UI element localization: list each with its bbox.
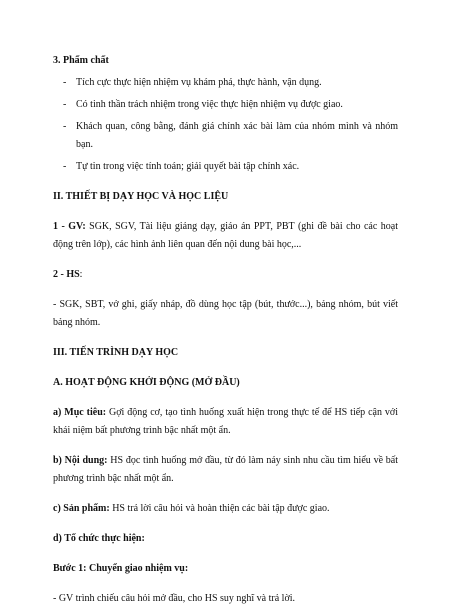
qualities-list	[53, 74, 398, 176]
bullet-dash: -	[63, 121, 67, 132]
goal-label: a) Mục tiêu:	[53, 407, 107, 418]
gv-paragraph	[53, 218, 398, 254]
gv-label: 1 - GV:	[53, 221, 86, 232]
bullet-dash: -	[63, 161, 67, 172]
hs-paragraph: - SGK, SBT, vở ghi, giấy nháp, đồ dùng học tập (bút, thước...), bảng nhóm, bút viết bảng nhóm.	[53, 299, 398, 328]
product-paragraph: c) Sản phẩm: HS trả lời câu hỏi và hoàn thiện các bài tập được giao.	[53, 503, 330, 514]
hs-heading: 2 - HS:	[53, 269, 83, 280]
content-label: b) Nội dung:	[53, 455, 108, 466]
content-paragraph: b) Nội dung: HS đọc tình huống mở đầu, từ đó làm nảy sinh nhu cầu tìm hiểu về bất phương trình bậc nhất một ẩn.	[53, 455, 399, 484]
organize-title: d) Tổ chức thực hiện:	[53, 533, 145, 544]
step1-title: Bước 1: Chuyển giao nhiệm vụ:	[53, 563, 189, 574]
product-label: c) Sản phẩm:	[53, 503, 110, 514]
goal-paragraph: a) Mục tiêu: Gợi động cơ, tạo tình huống xuất hiện trong thực tế để HS tiếp cận với khái niệm bất phương trình bậc nhất một ẩn.	[53, 407, 398, 436]
list-item: - Tích cực thực hiện nhiệm vụ khám phá, thực hành, vận dụng.	[53, 74, 398, 92]
step1-paragraph: - GV trình chiếu câu hỏi mở đầu, cho HS suy nghĩ và trả lời.	[53, 593, 296, 604]
bullet-dash: -	[63, 99, 67, 110]
section-iii-title: III. TIẾN TRÌNH DẠY HỌC	[53, 347, 179, 358]
list-item: - Tự tin trong việc tính toán; giải quyết bài tập chính xác.	[53, 158, 398, 176]
document-content	[53, 52, 398, 608]
activity-a-title: A. HOẠT ĐỘNG KHỞI ĐỘNG (MỞ ĐẦU)	[53, 377, 240, 388]
hs-label: 2 - HS	[53, 269, 80, 280]
list-item: - Có tinh thần trách nhiệm trong việc thực hiện nhiệm vụ được giao.	[53, 96, 398, 114]
list-item: - Khách quan, công bằng, đánh giá chính xác bài làm của nhóm mình và nhóm bạn.	[53, 118, 398, 154]
section-ii-title: II. THIẾT BỊ DẠY HỌC VÀ HỌC LIỆU	[53, 191, 229, 202]
bullet-dash: -	[63, 77, 67, 88]
section-3-title: 3. Phẩm chất	[53, 55, 109, 66]
gv-text: SGK, SGV, Tài liệu giảng dạy, giáo án PPT, PBT (ghi đề bài cho các hoạt động trên lớp), các hình ảnh liên quan đến nội dung bài học,...	[53, 221, 398, 250]
